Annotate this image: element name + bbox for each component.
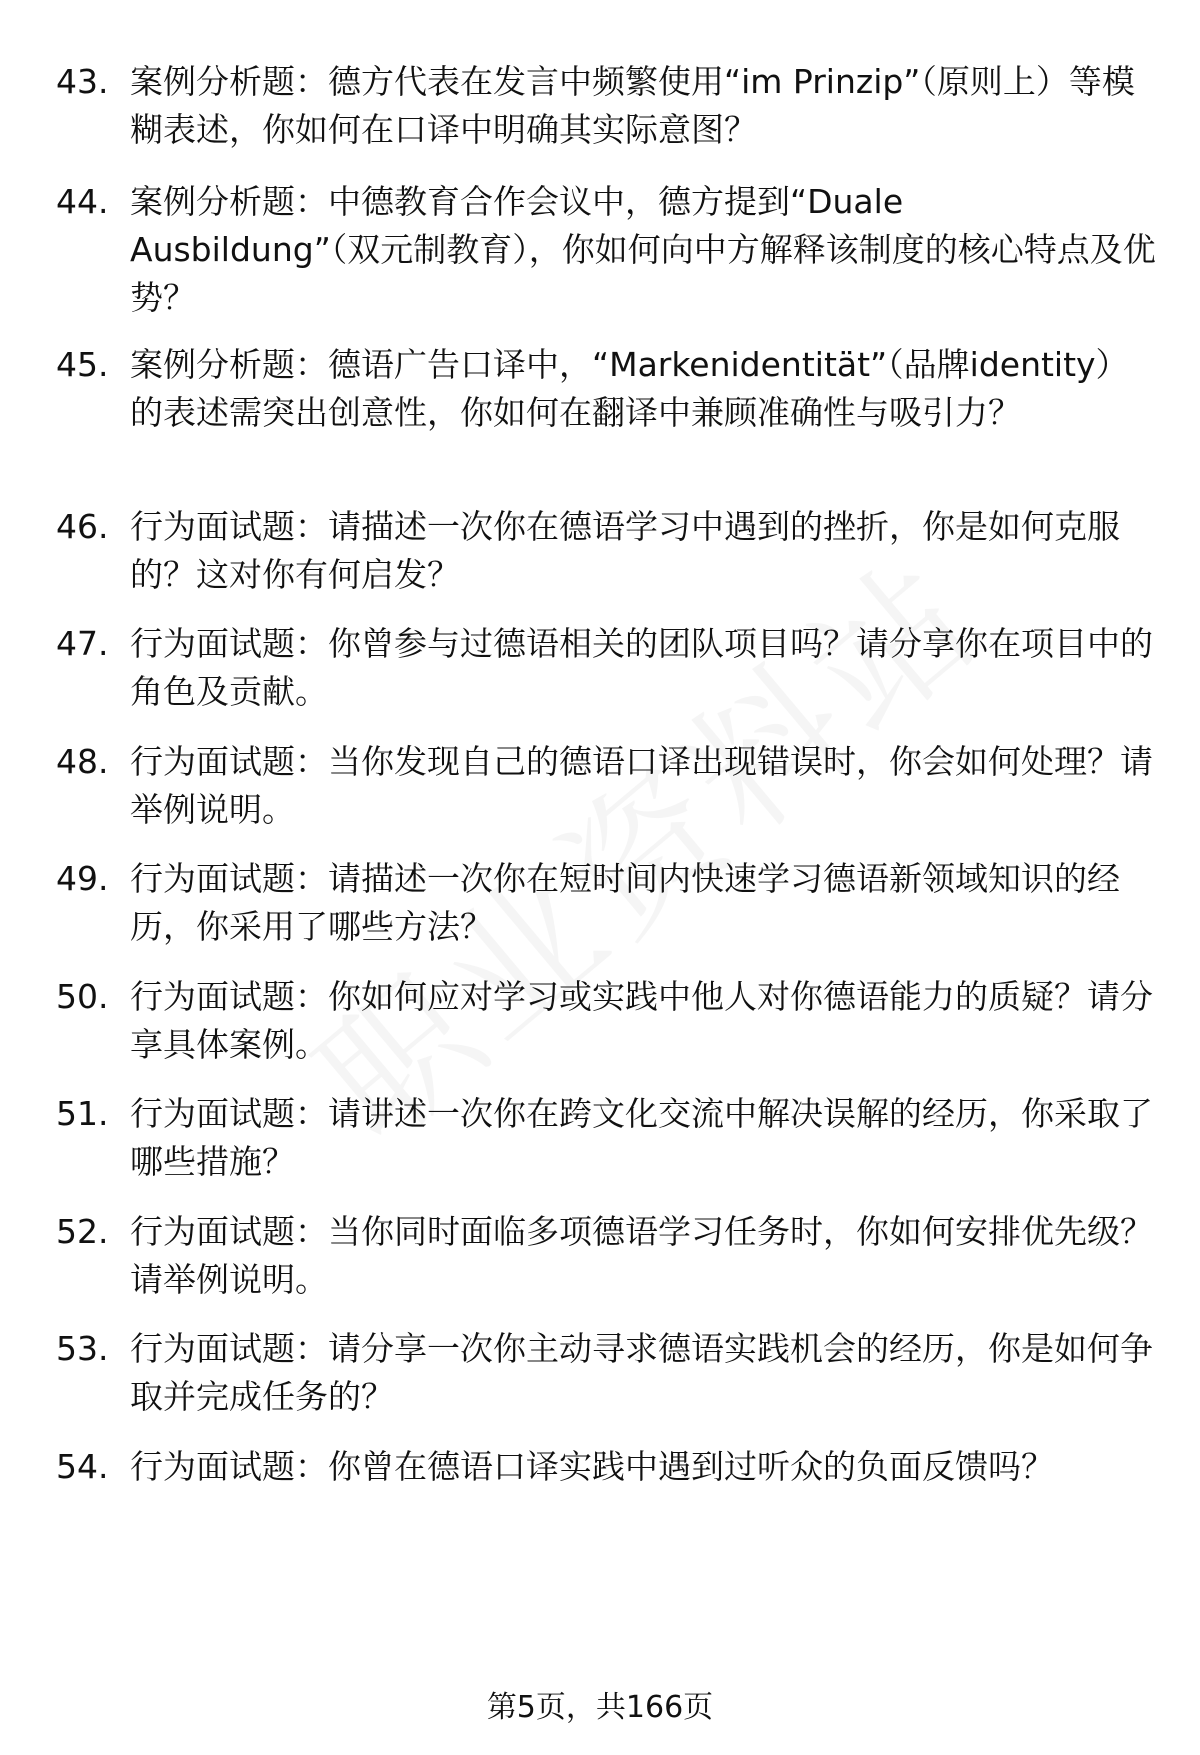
question-text: 行为面试题：请描述一次你在短时间内快速学习德语新领域知识的经历，你采用了哪些方法？ bbox=[130, 859, 1120, 946]
question-number: 46. bbox=[56, 507, 109, 546]
question-text: 案例分析题：德语广告口译中，“Markenidentität”（品牌identity）的表述需突出创意性，你如何在翻译中兼顾准确性与吸引力？ bbox=[130, 345, 1129, 432]
question-text: 行为面试题：当你同时面临多项德语学习任务时，你如何安排优先级？请举例说明。 bbox=[130, 1212, 1153, 1299]
question-text: 行为面试题：你曾在德语口译实践中遇到过听众的负面反馈吗？ bbox=[130, 1447, 1054, 1486]
page-footer: 第5页，共166页 bbox=[486, 1690, 714, 1725]
question-number: 47. bbox=[56, 624, 109, 663]
question-number: 49. bbox=[56, 859, 109, 898]
question-text: 行为面试题：请分享一次你主动寻求德语实践机会的经历，你是如何争取并完成任务的？ bbox=[130, 1329, 1153, 1416]
question-text: 行为面试题：当你发现自己的德语口译出现错误时，你会如何处理？请举例说明。 bbox=[130, 742, 1153, 829]
question-number: 44. bbox=[56, 182, 109, 221]
question-text: 行为面试题：请讲述一次你在跨文化交流中解决误解的经历，你采取了哪些措施？ bbox=[130, 1094, 1153, 1181]
question-number: 53. bbox=[56, 1329, 109, 1368]
question-text: 案例分析题：德方代表在发言中频繁使用“im Prinzip”（原则上）等模糊表述，你如何在口译中明确其实际意图？ bbox=[130, 62, 1135, 149]
question-text: 行为面试题：你曾参与过德语相关的团队项目吗？请分享你在项目中的角色及贡献。 bbox=[130, 624, 1153, 711]
question-number: 45. bbox=[56, 345, 109, 384]
question-number: 50. bbox=[56, 977, 109, 1016]
question-text: 案例分析题：中德教育合作会议中，德方提到“Duale Ausbildung”（双元制教育），你如何向中方解释该制度的核心特点及优势？ bbox=[130, 182, 1156, 317]
question-number: 54. bbox=[56, 1447, 109, 1486]
question-text: 行为面试题：请描述一次你在德语学习中遇到的挫折，你是如何克服的？这对你有何启发？ bbox=[130, 507, 1120, 594]
question-number: 51. bbox=[56, 1094, 109, 1133]
question-number: 48. bbox=[56, 742, 109, 781]
question-number: 52. bbox=[56, 1212, 109, 1251]
question-text: 行为面试题：你如何应对学习或实践中他人对你德语能力的质疑？请分享具体案例。 bbox=[130, 977, 1153, 1064]
question-number: 43. bbox=[56, 62, 109, 101]
